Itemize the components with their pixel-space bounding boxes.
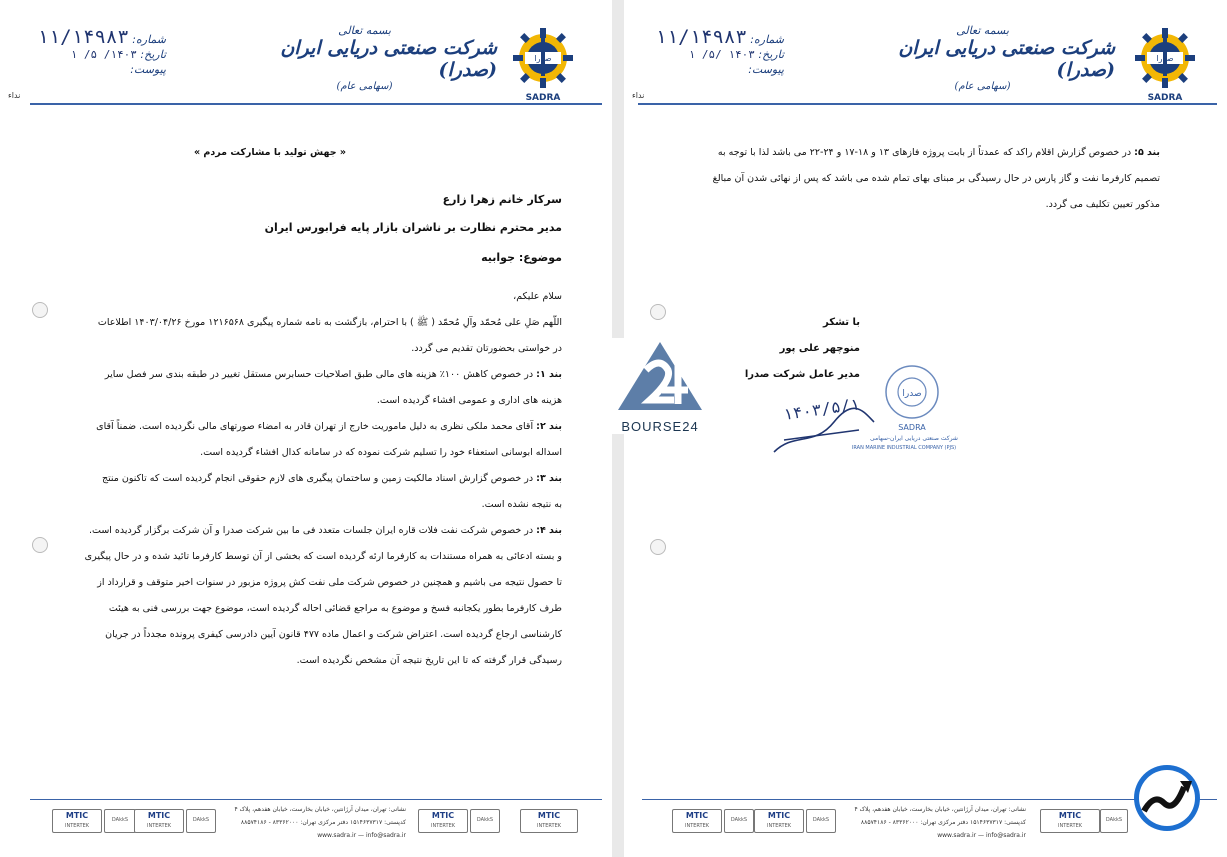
clause-title: بند ۳: [536, 473, 562, 484]
company-stamp [764, 352, 974, 462]
reference-block [654, 26, 784, 77]
letter-date: ۱۴۰۳/ ۵/ ۱ [70, 48, 137, 61]
svg-text:صدرا: صدرا [534, 54, 552, 63]
clause-text: تصمیم کارفرما نفت و گاز پارس در حال رسیدگی بر مبنای بهای تمام شده می باشد که پس از نهائی شدن آن مبالغ [712, 173, 1160, 184]
certification-badge: MTIC INTERTEK [134, 809, 184, 833]
svg-text:صدرا: صدرا [1156, 54, 1174, 63]
clause-title: بند ۴: [536, 525, 562, 536]
clause-text: کارشناسی ارجاع گردیده است. اعتراض شرکت و اعمال ماده ۴۷۷ قانون آیین دادرسی کیفری پرونده مجدداً در جریان [105, 629, 562, 640]
clause-4 [30, 518, 562, 544]
certification-badge: DAkkS [470, 809, 500, 833]
clause-5 [664, 140, 1160, 166]
certification-badge: MTIC INTERTEK [520, 809, 578, 833]
svg-text:SADRA: SADRA [898, 423, 926, 432]
date-label: تاریخ: [140, 48, 166, 61]
page-footer [642, 799, 1217, 849]
number-label: شماره: [132, 33, 166, 46]
clause-1 [30, 362, 562, 388]
reference-block [36, 26, 166, 77]
clause-text: در خصوص گزارش اسناد مالکیت زمین و ساختمان پیگیری های لازم حقوقی انجام گردیده است که تاکنون منتج [101, 473, 534, 484]
svg-text:SADRA: SADRA [525, 93, 561, 103]
clause-text: تا حصول نتیجه می باشیم و همچنین در خصوص شرکت ملی نفت کش پروژه مزبور در سنوات اخیر متوقف و قرارداد از [97, 577, 562, 588]
date-label: تاریخ: [758, 48, 784, 61]
clause-text: طرف کارفرما بطور یکجانبه فسخ و موضوع به مراجع قضائی احاله گردیده است، موضوع جهت بررسی فنی به هیئت [108, 603, 562, 614]
number-label: شماره: [750, 33, 784, 46]
header-divider [30, 103, 602, 105]
clause-text: آقای محمد ملکی نظری به دلیل ماموریت خارج از تهران قادر به امضاء صورتهای مالی نگردیده است. ضمناً آقای [96, 421, 534, 432]
recipient-title: مدیر محترم نظارت بر ناشران بازار پایه فرابورس ایران [264, 221, 562, 234]
certification-badge: DAkkS [1100, 809, 1128, 833]
recipient-name: سرکار خانم زهرا زارع [442, 193, 562, 206]
slogan: « جهش تولید با مشارکت مردم » [193, 147, 347, 158]
certification-badge: MTIC INTERTEK [418, 809, 468, 833]
svg-text:شرکت صنعتی دریایی ایران-سهامی: شرکت صنعتی دریایی ایران-سهامی [870, 435, 958, 442]
svg-text:SADRA: SADRA [1147, 93, 1183, 103]
clause-3 [30, 466, 562, 492]
clause-text: و بسته ادعائی به همراه مستندات به کارفرما ارئه گردیده است که بخشی از آن توسط کارفرما تائید شده و در حال پیگیری [84, 551, 562, 562]
certification-badge: MTIC INTERTEK [672, 809, 722, 833]
footer-divider [30, 799, 602, 800]
trend-chart-logo-icon [1132, 763, 1202, 833]
certification-badge: DAkkS [806, 809, 836, 833]
certification-badge: DAkkS [724, 809, 754, 833]
clause-text: هزینه های اداری و عمومی افشاء گردیده است. [376, 395, 562, 406]
page-footer [30, 799, 602, 849]
basmala: بسمه تعالی [956, 24, 1009, 37]
letter-body [30, 284, 562, 674]
clause-text: مذکور تعیین تکلیف می گردد. [1045, 199, 1160, 210]
header-divider [638, 103, 1217, 105]
clause-text: رسیدگی قرار گرفته که تا این تاریخ نتیجه آن مشخص نگردیده است. [296, 655, 562, 666]
subject-line: موضوع: جوابیه [481, 251, 562, 264]
clause-text: در خصوص گزارش اقلام راکد که عمدتاً از بابت پروژه فازهای ۱۳ و ۱۸-۱۷ و ۲۴-۲۲ می باشد لذا با توجه به [717, 147, 1132, 158]
letter-number: ۱۱/۱۴۹۸۳ [37, 26, 129, 48]
intro-line: اللّهم صَلِ علی مُحمّد وآلِ مُحمّد ( ﷺ ) با احترام، بازگشت به نامه شماره پیگیری ۱۲۱۶۵۶۸ مورخ ۱۴۰۳/۰۴/۲۶ اطلاعات [97, 317, 562, 328]
intro-line: در خواستی بحضورتان تقدیم می گردد. [411, 343, 562, 354]
certification-badge: DAkkS [186, 809, 216, 833]
letter-number: ۱۱/۱۴۹۸۳ [655, 26, 747, 48]
nedaa-label: نداء [8, 91, 21, 100]
punch-hole [650, 304, 666, 320]
company-type: (سهامی عام) [336, 81, 393, 92]
company-type: (سهامی عام) [954, 81, 1011, 92]
footer-divider [642, 799, 1217, 800]
document-page-left [0, 0, 612, 857]
footer-address: نشانی: تهران، میدان آرژانتین، خیابان بخارست، خیابان هفدهم، پلاک ۴ کدپستی: ۱۵۱۴۶۳۷۳۱۷ دفتر مرکزی تهران: ۸۳۳۶۲۰۰۰ - ۸۸۵۷۴۱۸۶ www.sadra.ir — info@sadra.ir [234, 806, 406, 839]
attachment-label: پیوست: [748, 63, 784, 76]
greeting: سلام علیکم، [513, 291, 562, 302]
clause-text: در خصوص شرکت نفت فلات قاره ایران جلسات متعدد فی ما بین شرکت صدرا و آن شرکت برگزار گردیده است. [88, 525, 534, 536]
company-header [232, 24, 497, 92]
document-page-right [624, 0, 1227, 857]
signer-title: مدیر عامل شرکت صدرا [744, 369, 860, 380]
svg-text:IRAN MARINE INDUSTRIAL COMPANY: IRAN MARINE INDUSTRIAL COMPANY (PJS) [851, 445, 957, 451]
company-name: شرکت صنعتی دریایی ایران (صدرا) [898, 37, 1115, 81]
certification-badge: MTIC INTERTEK [754, 809, 804, 833]
attachment-label: پیوست: [130, 63, 166, 76]
sadra-logo [512, 26, 574, 104]
closing-thanks: با تشکر [823, 317, 860, 328]
svg-text:صدرا: صدرا [902, 389, 922, 399]
handwritten-date: ۱۴۰۳/۵/۱ [781, 394, 861, 424]
company-header [850, 24, 1115, 92]
clause-title: بند ۱: [536, 369, 562, 380]
bourse24-watermark [608, 338, 712, 434]
clause-text: در خصوص کاهش ۱۰۰٪ هزینه های مالی طبق اصلاحیات حسابرس مستقل تغییر در طبقه بندی سر فصل سایر [104, 369, 534, 380]
letter-body [664, 140, 1160, 218]
certification-badge: MTIC INTERTEK [52, 809, 102, 833]
clause-text: به نتیجه نشده است. [481, 499, 562, 510]
clause-text: اسداله ابوسانی استعفاء خود را تسلیم شرکت نموده که در سامانه کدال افشاء گردیده است. [200, 447, 562, 458]
clause-title: بند ۲: [536, 421, 562, 432]
watermark-text: BOURSE24 [621, 419, 699, 434]
bourse24-logo-mark [616, 340, 704, 412]
sadra-logo [1134, 26, 1196, 104]
footer-address: نشانی: تهران، میدان آرژانتین، خیابان بخارست، خیابان هفدهم، پلاک ۴ کدپستی: ۱۵۱۴۶۳۷۳۱۷ دفتر مرکزی تهران: ۸۳۳۶۲۰۰۰ - ۸۸۵۷۴۱۸۶ www.sadra.ir — info@sadra.ir [854, 806, 1026, 839]
clause-title: بند ۵: [1134, 147, 1160, 158]
signer-name: منوچهر علی پور [779, 343, 860, 354]
certification-badge: MTIC INTERTEK [1040, 809, 1100, 833]
recipient-block [200, 186, 562, 242]
nedaa-label: نداء [632, 91, 645, 100]
company-name: شرکت صنعتی دریایی ایران (صدرا) [280, 37, 497, 81]
punch-hole [650, 539, 666, 555]
letter-date: ۱۴۰۳ /۵/ ۱ [688, 48, 755, 61]
basmala: بسمه تعالی [338, 24, 391, 37]
clause-2 [30, 414, 562, 440]
certification-badge: DAkkS [104, 809, 136, 833]
